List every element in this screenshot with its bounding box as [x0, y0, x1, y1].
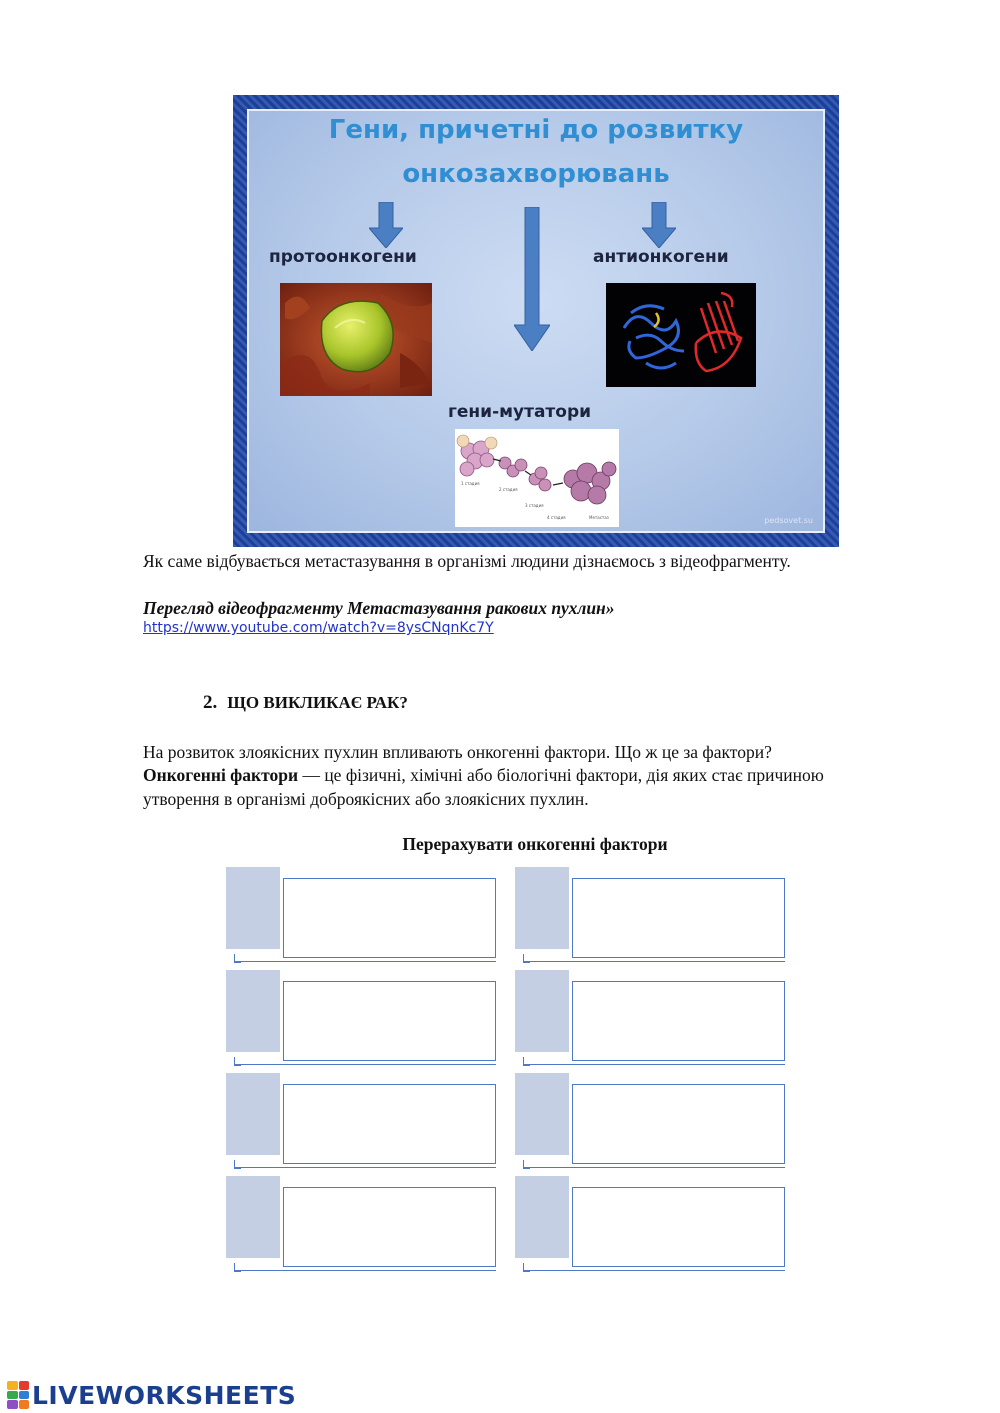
label-mutator-genes: гени-мутатори	[448, 402, 592, 422]
svg-text:2 стадия: 2 стадия	[499, 487, 518, 492]
arrow-down-center-icon	[514, 207, 550, 351]
answer-box	[226, 867, 498, 962]
slide-image	[233, 95, 839, 547]
answer-box-marker	[515, 867, 569, 949]
logo-mark-icon	[7, 1381, 29, 1409]
answer-box-marker	[515, 1073, 569, 1155]
answer-box	[226, 970, 498, 1065]
answer-box-marker	[226, 867, 280, 949]
answer-field-1[interactable]	[283, 878, 496, 958]
answer-box-underline	[523, 1167, 785, 1168]
answer-box	[515, 1073, 787, 1168]
tumor-progression-image	[455, 429, 619, 527]
answer-box-underline	[523, 1270, 785, 1271]
protein-structure-image	[606, 283, 756, 387]
task-title: Перерахувати онкогенні фактори	[402, 834, 668, 854]
cancer-cell-image	[280, 283, 432, 396]
answer-box-underline	[523, 961, 785, 962]
section-paragraph-line3: утворення в організмі доброякісних або злоякісних пухлин.	[143, 789, 589, 809]
answer-box	[515, 867, 787, 962]
svg-text:Метастаз: Метастаз	[589, 515, 609, 520]
label-protooncogenes: протоонкогени	[269, 247, 417, 267]
label-antioncogenes: антионкогени	[593, 247, 729, 267]
slide-watermark: pedsovet.su	[764, 516, 813, 525]
arrow-down-right-icon	[642, 202, 676, 248]
answer-box-marker	[226, 1176, 280, 1258]
answer-box	[515, 970, 787, 1065]
answer-box	[226, 1073, 498, 1168]
answer-box-marker	[515, 1176, 569, 1258]
answer-box	[515, 1176, 787, 1271]
answer-field-2[interactable]	[572, 878, 785, 958]
svg-text:1 стадия: 1 стадия	[461, 481, 480, 486]
answer-box-underline	[523, 1064, 785, 1065]
answer-box-marker	[515, 970, 569, 1052]
section-paragraph-line1: На розвиток злоякісних пухлин впливають онкогенні фактори. Що ж це за фактори?	[143, 742, 772, 762]
section-heading	[203, 692, 408, 714]
answer-box-marker	[226, 970, 280, 1052]
answer-box	[226, 1176, 498, 1271]
answer-box-underline	[234, 1167, 496, 1168]
answer-field-6[interactable]	[572, 1084, 785, 1164]
term-oncogenic-factors: Онкогенні фактори	[143, 765, 299, 785]
answer-box-underline	[234, 961, 496, 962]
section-number: 2.	[203, 692, 218, 713]
answer-box-underline	[234, 1270, 496, 1271]
answer-box-underline	[234, 1064, 496, 1065]
slide-title-line1: Гени, причетні до розвитку	[328, 115, 744, 145]
svg-text:3 стадия: 3 стадия	[525, 503, 544, 508]
answer-field-7[interactable]	[283, 1187, 496, 1267]
answer-field-5[interactable]	[283, 1084, 496, 1164]
definition-text: — це фізичні, хімічні або біологічні фактори, дія яких стає причиною	[298, 765, 824, 785]
answer-field-3[interactable]	[283, 981, 496, 1061]
svg-text:4 стадия: 4 стадия	[547, 515, 566, 520]
arrow-down-left-icon	[369, 202, 403, 248]
section-title: ЩО ВИКЛИКАЄ РАК?	[227, 693, 408, 712]
section-paragraph-line2	[143, 764, 824, 787]
answer-field-8[interactable]	[572, 1187, 785, 1267]
slide-inner	[249, 111, 823, 531]
answer-field-4[interactable]	[572, 981, 785, 1061]
answer-box-marker	[226, 1073, 280, 1155]
video-caption: Перегляд відеофрагменту Метастазування ракових пухлин»	[143, 598, 615, 618]
logo-text: LIVEWORKSHEETS	[32, 1380, 297, 1410]
liveworksheets-logo[interactable]	[7, 1378, 296, 1412]
intro-text: Як саме відбувається метастазування в організмі людини дізнаємось з відеофрагменту.	[143, 551, 791, 571]
video-link[interactable]: https://www.youtube.com/watch?v=8ysCNqnKc7Y	[143, 620, 494, 636]
slide-title-line2: онкозахворювань	[402, 159, 670, 189]
